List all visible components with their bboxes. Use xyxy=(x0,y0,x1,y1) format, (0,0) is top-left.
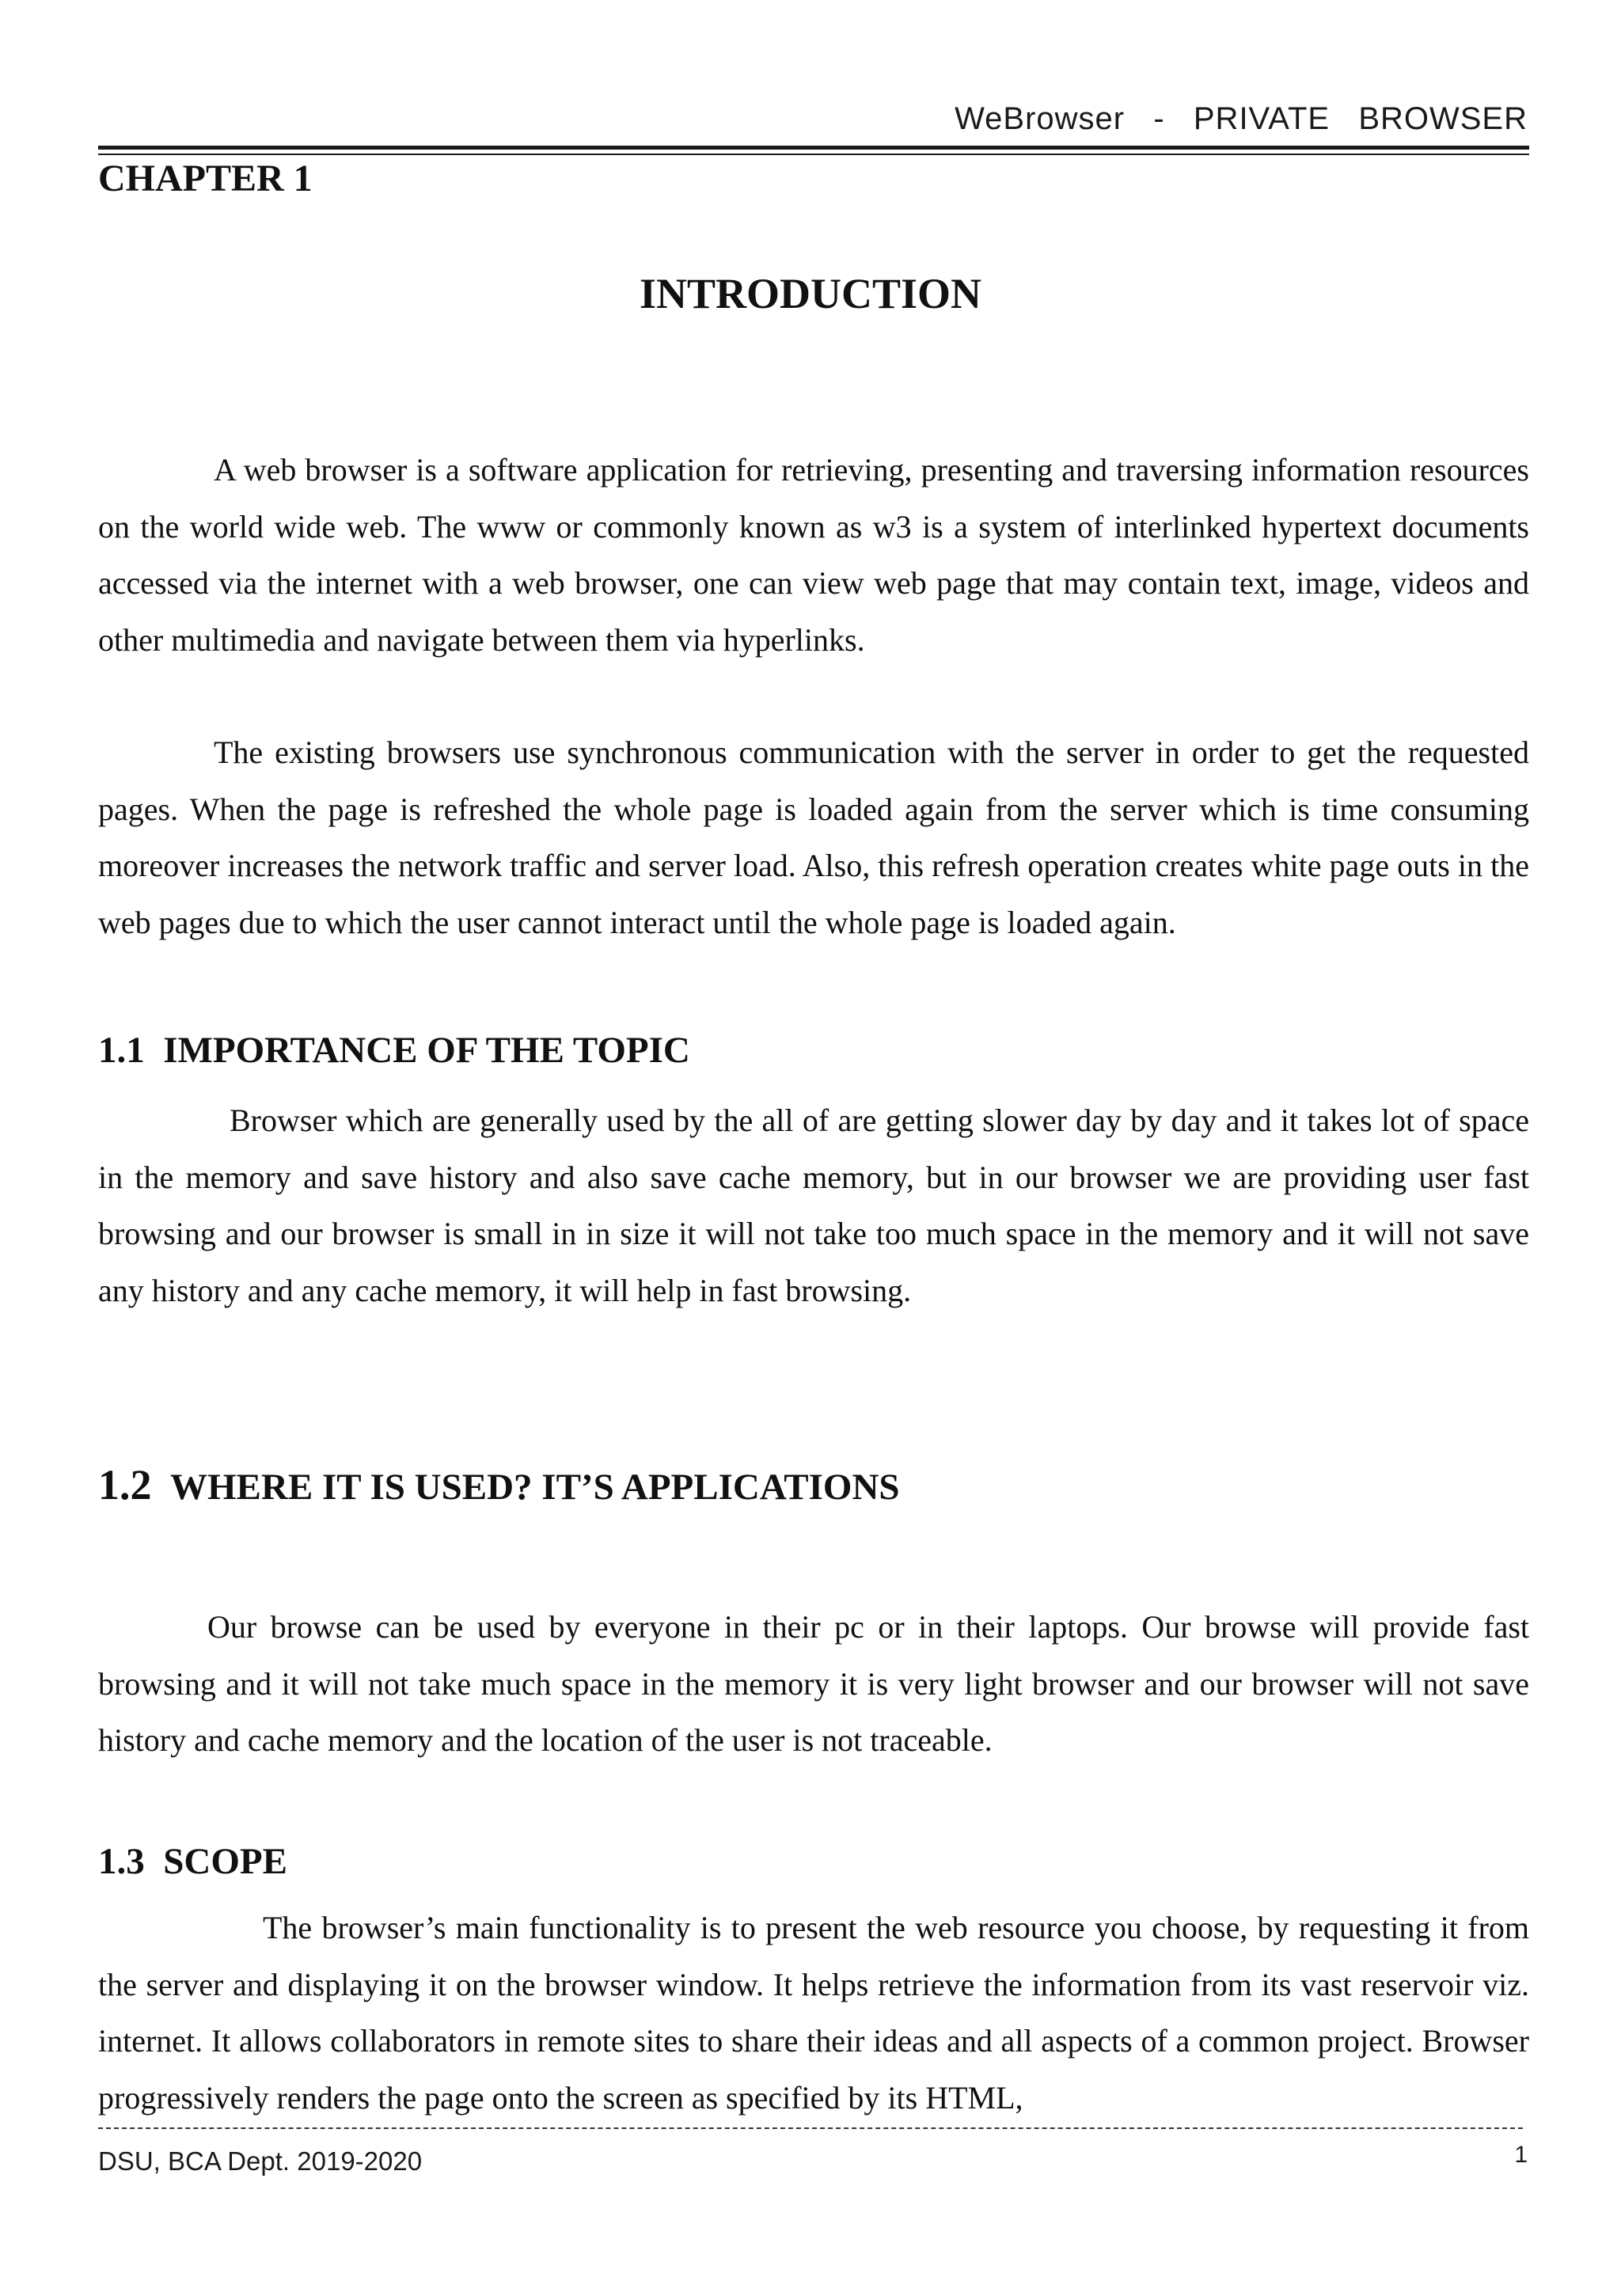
section-heading-1-3 xyxy=(98,1840,287,1883)
section-heading-1-1 xyxy=(98,1029,690,1072)
section-number: 1.3 xyxy=(98,1841,145,1882)
running-header: WeBrowser - PRIVATE BROWSER xyxy=(955,101,1528,136)
section-number: 1.1 xyxy=(98,1030,145,1071)
footer-divider xyxy=(98,2127,1523,2129)
page-number: 1 xyxy=(1514,2142,1528,2168)
section-1-2-body: Our browse can be used by everyone in their pc or in their laptops. Our browse will provide fast browsing and it will not take much space in the memory it is very light browser and our browser will not save history and cache memory and the location of the user is not traceable. xyxy=(98,1609,1529,1758)
section-title: IMPORTANCE OF THE TOPIC xyxy=(163,1030,690,1071)
chapter-label: CHAPTER 1 xyxy=(98,157,313,199)
chapter-title: INTRODUCTION xyxy=(639,270,982,317)
section-1-3-body: The browser’s main functionality is to present the web resource you choose, by requesting it from the server and displaying it on the browser window. It helps retrieve the information from its vast reservoir viz. internet. It allows collaborators in remote sites to share their ideas and all aspects of a common project. Browser progressively renders the page onto the screen as specified by its HTML, xyxy=(98,1910,1529,2116)
section-title: SCOPE xyxy=(163,1841,287,1882)
header-rule xyxy=(98,146,1529,150)
intro-paragraph-2: The existing browsers use synchronous communication with the server in order to get the requested pages. When the page is refreshed the whole page is loaded again from the server which is time consuming moreover increases the network traffic and server load. Also, this refresh operation creates white page outs in the web pages due to which the user cannot interact until the whole page is loaded again. xyxy=(98,734,1529,940)
header-rule-secondary xyxy=(98,154,1529,155)
section-number: 1.2 xyxy=(98,1461,152,1509)
intro-paragraph-1: A web browser is a software application for retrieving, presenting and traversing information resources on the world wide web. The www or commonly known as w3 is a system of interlinked hypertext documents accessed via the internet with a web browser, one can view web page that may contain text, image, videos and other multimedia and navigate between them via hyperlinks. xyxy=(98,452,1529,658)
section-1-1-body: Browser which are generally used by the all of are getting slower day by day and it takes lot of space in the memory and save history and also save cache memory, but in our browser we are providing user fast browsing and our browser is small in in size it will not take too much space in the memory and it will not save any history and any cache memory, it will help in fast browsing. xyxy=(98,1102,1529,1308)
section-heading-1-2 xyxy=(98,1460,900,1509)
section-title: WHERE IT IS USED? IT’S APPLICATIONS xyxy=(170,1467,900,1508)
footer-department: DSU, BCA Dept. 2019-2020 xyxy=(98,2146,423,2176)
